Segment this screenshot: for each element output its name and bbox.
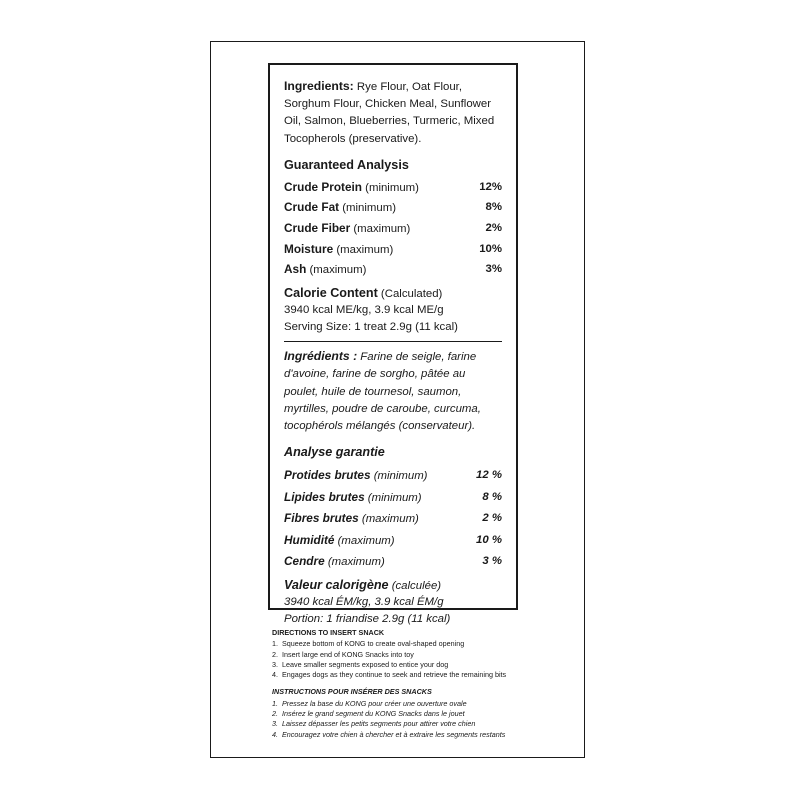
analysis-value: 3 % (482, 555, 502, 568)
analysis-qualifier: (minimum) (370, 470, 428, 483)
language-divider (284, 341, 502, 342)
analysis-name: Protides brutes (284, 468, 371, 483)
package-panel (210, 41, 585, 758)
calorie-line: 3940 kcal ÉM/kg, 3.9 kcal ÉM/g (284, 596, 444, 609)
instructions-list-fr (272, 699, 572, 740)
analysis-qualifier: (maximum) (324, 556, 385, 569)
list-item (272, 709, 572, 719)
step-text: Insérez le grand segment du KONG Snacks dans le jouet (282, 709, 465, 719)
analysis-value: 10% (479, 242, 502, 255)
ingredients-en-label: Ingredients: (284, 79, 354, 93)
analysis-qualifier: (maximum) (334, 534, 395, 547)
analysis-qualifier: (minimum) (339, 202, 397, 215)
analyse-garantie-title: Analyse garantie (284, 445, 385, 460)
guaranteed-analysis-title: Guaranteed Analysis (284, 157, 409, 172)
analysis-value: 8 % (482, 490, 502, 503)
analysis-qualifier: (maximum) (350, 223, 411, 235)
calorie-qualifier: (calculée) (388, 579, 442, 592)
analysis-qualifier: (maximum) (306, 264, 367, 277)
analysis-row-fr (284, 530, 502, 552)
calorie-qualifier: (Calculated) (377, 287, 443, 300)
analysis-value: 2% (485, 222, 502, 234)
step-text: Engages dogs as they continue to seek and retrieve the remaining bits (282, 670, 507, 680)
directions-section (272, 628, 572, 740)
directions-title: DIRECTIONS TO INSERT SNACK (272, 628, 385, 637)
calorie-title: Valeur calorigène (284, 577, 389, 592)
instructions-title-fr: INSTRUCTIONS POUR INSÉRER DES SNACKS (272, 687, 432, 697)
step-text: Pressez la base du KONG pour créer une ouverture ovale (282, 698, 467, 708)
analysis-row (284, 260, 502, 281)
analysis-row (284, 198, 502, 219)
analysis-name: Moisture (284, 241, 334, 256)
list-item (272, 639, 572, 649)
analysis-qualifier: (maximum) (333, 243, 394, 256)
analysis-name: Lipides brutes (284, 489, 365, 504)
list-item (272, 699, 572, 709)
analysis-name: Cendre (284, 554, 325, 569)
analysis-value: 3% (485, 263, 502, 276)
directions-list (272, 639, 572, 680)
analysis-name: Crude Fiber (284, 221, 351, 235)
calorie-content-en (284, 285, 502, 336)
analysis-row (284, 240, 502, 261)
analysis-name: Crude Protein (284, 179, 362, 194)
step-text: Insert large end of KONG Snacks into toy (282, 649, 414, 659)
step-text: Laissez dépasser les petits segments pour attirer votre chien (282, 719, 476, 729)
analysis-row-fr (284, 508, 502, 530)
list-item (272, 650, 572, 660)
step-number: 3. (272, 659, 278, 669)
analysis-value: 12% (479, 180, 502, 193)
list-item (272, 660, 572, 670)
analysis-qualifier: (maximum) (358, 513, 419, 526)
ingredients-en (284, 78, 502, 148)
nutrition-label-box (268, 63, 518, 625)
calorie-content-fr (284, 577, 502, 628)
analysis-row-fr (284, 465, 502, 487)
calorie-line: 3940 kcal ME/kg, 3.9 kcal ME/g (284, 304, 444, 317)
step-number: 2. (272, 649, 278, 659)
step-number: 1. (272, 639, 278, 649)
serving-size-line: Serving Size: 1 treat 2.9g (11 kcal) (284, 320, 458, 333)
ingredients-fr-text: Farine de seigle, farine d'avoine, farine de sorgho, pâtée au poulet, huile de tournesol, saumon, myrtilles, poudre de caroube, curcuma, tocophérols mélangés (conservateur). (284, 351, 481, 433)
analysis-row (284, 178, 502, 199)
analysis-value: 10 % (476, 533, 502, 546)
analysis-row-fr (284, 487, 502, 509)
step-number: 3. (272, 719, 278, 729)
analysis-name: Humidité (284, 532, 335, 547)
analysis-name: Crude Fat (284, 200, 340, 215)
list-item (272, 670, 572, 680)
analysis-value: 8% (485, 201, 502, 214)
analysis-row (284, 219, 502, 240)
analysis-row-fr (284, 551, 502, 573)
step-number: 2. (272, 709, 278, 719)
list-item (272, 730, 572, 740)
step-number: 4. (272, 670, 278, 680)
ingredients-fr-label: Ingrédients : (284, 349, 358, 364)
ingredients-en-text: Rye Flour, Oat Flour, Sorghum Flour, Chicken Meal, Sunflower Oil, Salmon, Blueberries, Turmeric, Mixed Tocopherols (preservative). (284, 81, 495, 145)
analysis-name: Ash (284, 262, 307, 277)
analysis-qualifier: (minimum) (364, 491, 422, 504)
analysis-value: 2 % (482, 512, 502, 525)
analysis-qualifier: (minimum) (362, 181, 419, 194)
step-text: Encouragez votre chien à chercher et à extraire les segments restants (282, 729, 506, 739)
step-text: Squeeze bottom of KONG to create oval-shaped opening (282, 639, 465, 649)
step-number: 4. (272, 729, 278, 739)
analysis-value: 12 % (476, 469, 502, 482)
ingredients-fr (284, 348, 502, 435)
list-item (272, 719, 572, 729)
step-number: 1. (272, 698, 278, 708)
step-text: Leave smaller segments exposed to entice your dog (282, 659, 449, 669)
calorie-title: Calorie Content (284, 285, 378, 300)
serving-size-line: Portion: 1 friandise 2.9g (11 kcal) (284, 612, 451, 625)
analysis-name: Fibres brutes (284, 511, 359, 526)
